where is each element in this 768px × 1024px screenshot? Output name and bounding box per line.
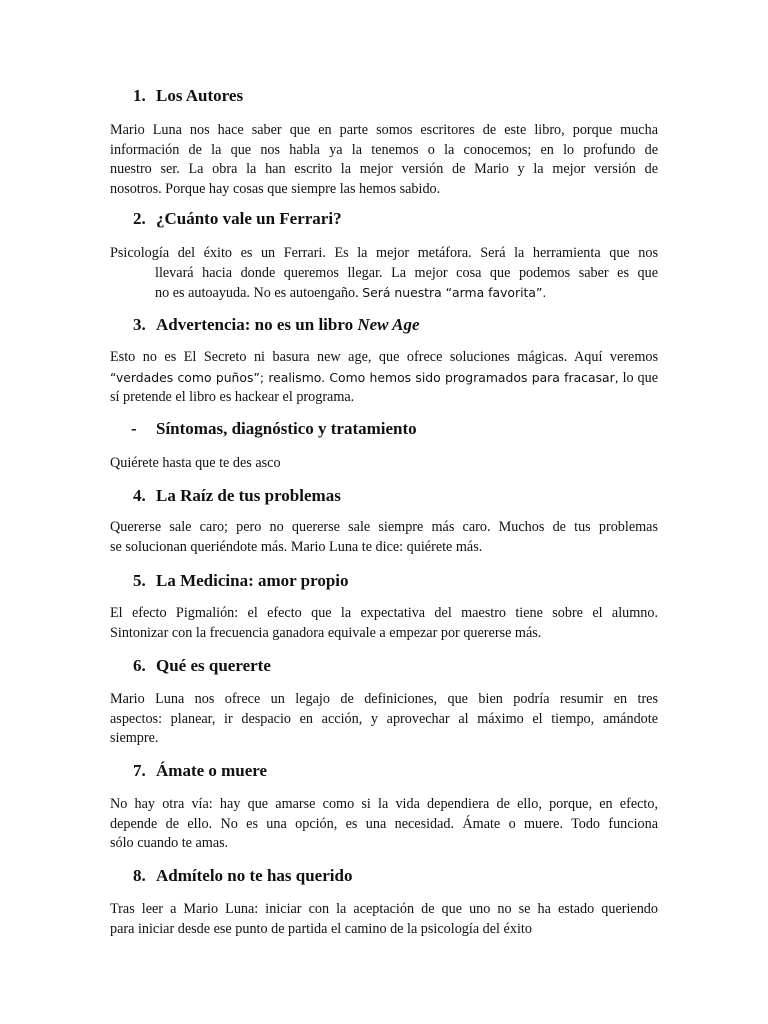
paragraph-line: nosotros. Porque hay cosas que siempre las hemos sabido. [110,180,441,197]
section-paragraph-1 [110,121,658,199]
section-heading-6 [133,656,271,676]
section-heading-2 [133,209,342,229]
section-heading-1 [133,86,243,106]
section-title: Los Autores [156,86,244,105]
paragraph-line: para iniciar desde ese punto de partida el camino de la psicología del éxito [110,920,532,937]
section-paragraph-5 [110,604,658,643]
section-paragraph-7 [110,795,658,854]
paragraph-line: Mario Luna nos ofrece un legajo de definiciones, que bien podría resumir en tres [110,691,658,707]
section-title-italic: New Age [357,315,420,334]
section-number: 5. [133,571,146,590]
paragraph-line: “verdades como puños”; realismo. Como hemos sido programados para fracasar, lo que [110,369,659,386]
section-heading-5 [133,571,349,591]
paragraph-line: Esto no es El Secreto ni basura new age, que ofrece soluciones mágicas. Aquí veremos [110,349,658,365]
section-bullet: - [131,419,137,438]
section-title: La Raíz de tus problemas [156,486,341,505]
section-number: 1. [133,86,146,105]
paragraph-line: sólo cuando te amas. [110,835,229,851]
paragraph-line: información de la que nos habla ya la tenemos o la conocemos; en lo profundo de [110,141,658,158]
paragraph-line: Mario Luna nos hace saber que en parte somos escritores de este libro, porque mucha [110,122,658,138]
paragraph-line: Quererse sale caro; pero no quererse sale siempre más caro. Muchos de tus problemas [110,519,658,535]
section-heading-3 [133,315,420,335]
section-heading-4 [133,486,341,506]
paragraph-line: no es autoayuda. No es autoengaño. Será nuestra “arma favorita”. [155,285,547,301]
paragraph-line: El efecto Pigmalión: el efecto que la expectativa del maestro tiene sobre el alumno. [110,605,658,621]
section-title: Ámate o muere [156,761,268,780]
section-heading-8 [133,866,352,886]
paragraph-line: Quiérete hasta que te des asco [110,455,281,471]
section-title: ¿Cuánto vale un Ferrari? [156,209,342,228]
paragraph-line: nuestro ser. La obra la han escrito la mejor versión de Mario y la mejor versión de [110,161,658,177]
paragraph-line: Psicología del éxito es un Ferrari. Es la mejor metáfora. Será la herramienta que nos [110,245,658,261]
section-paragraph-2 [110,244,658,304]
section-paragraph-3 [110,348,658,408]
section-number: 3. [133,315,146,334]
paragraph-line: No hay otra vía: hay que amarse como si la vida dependiera de ello, porque, en efecto, [110,796,658,812]
paragraph-line: se solucionan queriéndote más. Mario Luna te dice: quiérete más. [110,538,483,555]
section-number: 4. [133,486,146,505]
section-paragraph-dash [110,454,658,474]
section-number: 6. [133,656,146,675]
section-title: Síntomas, diagnóstico y tratamiento [156,419,417,438]
section-paragraph-6 [110,690,658,749]
section-title: Admítelo no te has querido [156,866,353,885]
section-title: Qué es quererte [156,656,271,675]
paragraph-line: sí pretende el libro es hackear el programa. [110,389,355,405]
paragraph-line: llevará hacia donde queremos llegar. La mejor cosa que podemos saber es que [155,264,658,281]
section-paragraph-8 [110,900,658,939]
sans-fragment: “verdades como puños”; realismo. Como hemos sido programados para fracasar, [110,369,619,385]
paragraph-line: depende de ello. No es una opción, es una necesidad. Ámate o muere. Todo funciona [110,815,658,832]
section-number: 8. [133,866,146,885]
section-paragraph-4 [110,518,658,557]
section-number: 7. [133,761,146,780]
sans-fragment: Será nuestra “arma favorita”. [362,285,547,300]
paragraph-line: Tras leer a Mario Luna: iniciar con la aceptación de que uno no se ha estado queriendo [110,901,658,917]
paragraph-line: aspectos: planear, ir despacio en acción, y aprovechar al máximo el tiempo, amándote [110,710,658,727]
section-number: 2. [133,209,146,228]
paragraph-line: siempre. [110,730,159,746]
section-heading-7 [133,761,267,781]
section-title: Advertencia: no es un libro [156,315,358,334]
paragraph-line: Sintonizar con la frecuencia ganadora equivale a empezar por quererse más. [110,624,542,641]
section-heading-dash [131,419,417,439]
section-title: La Medicina: amor propio [156,571,349,590]
